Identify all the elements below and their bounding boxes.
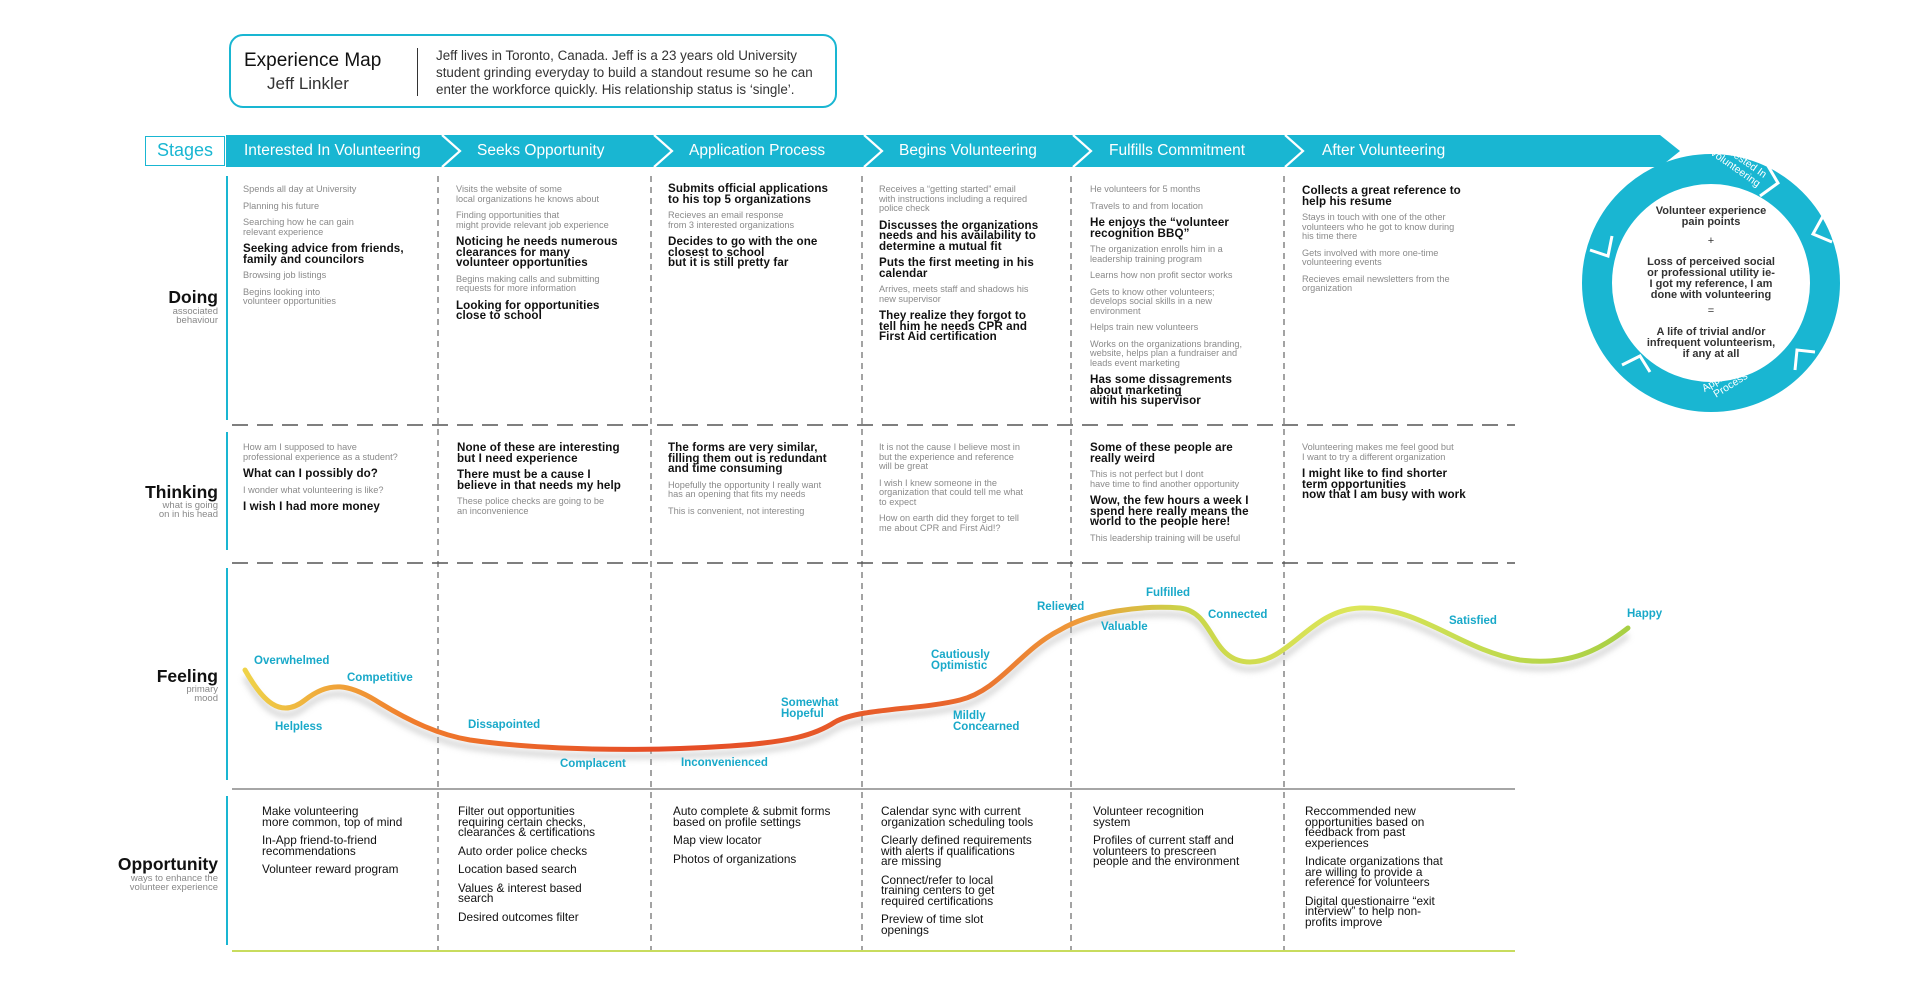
doing-item: Finding opportunities that might provide relevant job experience [456,210,609,230]
doing-item: Works on the organizations branding, website, helps plan a fundraiser and leads event marketing [1090,338,1243,368]
persona-description: Jeff lives in Toronto, Canada. Jeff is a 23 years old University student grinding everyday to build a standout resume so he can enter the workforce quickly. His relationship status is ‘single’. [436,48,813,97]
thinking-cell-2 [457,443,647,523]
opportunity-cell-3 [673,806,858,872]
doing-cell-6 [1302,186,1492,301]
row-doing-sub2: behaviour [176,315,218,326]
thinking-item: This leadership training will be useful [1090,532,1241,543]
doing-item: Planning his future [243,200,320,211]
doing-item: He volunteers for 5 months [1090,184,1201,194]
opportunity-item: Clearly defined requirements with alerts if qualifications are missing [881,833,1032,868]
thinking-item: This is convenient, not interesting [668,505,805,516]
row-thinking-sub1: what is going [162,500,218,511]
thinking-item: Volunteering makes me feel good but I want to try a different organization [1302,442,1454,462]
thinking-item: It is not the cause I believe most in but the experience and reference will be great [879,442,1020,471]
thinking-item: I wonder what volunteering is like? [243,484,384,495]
opportunity-item: Indicate organizations that are willing to provide a reference for volunteers [1305,854,1443,889]
emotion-label: Connected [1208,609,1268,621]
doing-item: Recieves email newsletters from the organization [1302,273,1450,293]
doing-item: He enjoys the “volunteer recognition BBQ” [1090,216,1229,240]
doing-item: Learns how non profit sector works [1090,270,1233,280]
doing-item: Has some dissagrements about marketing witih his supervisor [1090,373,1233,407]
row-feeling-title: Feeling [156,666,218,686]
doing-cell-4 [879,185,1069,349]
opportunity-item: Auto complete & submit forms based on profile settings [673,804,831,829]
emotion-label: Satisfied [1449,615,1497,627]
cycle-arc-application: Application Process [1699,357,1750,401]
thinking-item: I wish I had more money [243,500,380,513]
emotion-label: Fulfilled [1146,587,1191,599]
doing-item: Begins making calls and submitting requests for more information [456,273,600,293]
opportunity-cell-4 [881,806,1066,943]
thinking-item: The forms are very similar, filling them out is redundant and time consuming [668,441,827,475]
stage-after: After Volunteering [1322,142,1446,159]
cycle-arc-seeks: Seeks Opportunity [1774,246,1805,302]
doing-cell-2 [456,185,646,328]
emotion-label: Cautiously Optimistic [931,649,990,672]
cycle-arc-interested: Interested In Volunteering [1707,137,1769,190]
emotion-label: Dissapointed [468,719,541,731]
stage-application: Application Process [689,142,826,159]
emotion-label: Helpless [275,721,323,733]
doing-item: Puts the first meeting in his calendar [879,256,1034,280]
doing-cell-3 [668,184,858,275]
doing-item: Decides to go with the one closest to school but it is still pretty far [668,235,818,269]
row-thinking-title: Thinking [145,482,218,502]
cycle-plus: + [1707,235,1715,247]
row-opportunity-sub1: ways to enhance the [130,873,218,884]
doing-item: Visits the website of some local organizations he knows about [456,184,600,204]
row-thinking-sub2: on in his head [158,509,218,520]
doing-item: Gets involved with more one-time volunteering events [1302,247,1439,267]
emotion-label: Somewhat Hopeful [781,697,839,720]
doing-item: Begins looking into volunteer opportunities [243,286,336,306]
opportunity-item: Volunteer reward program [262,862,399,876]
emotion-label: Valuable [1101,621,1148,633]
doing-item: Stays in touch with one of the other volunteers who he got to know during his time there [1302,212,1455,241]
thinking-item: None of these are interesting but I need experience [457,441,620,465]
doing-item: Gets to know other volunteers; develops social skills in a new environment [1090,286,1215,316]
doing-item: Receives a “getting started” email with instructions including a required police check [879,184,1028,213]
opportunity-item: Desired outcomes filter [458,909,579,924]
stage-seeks: Seeks Opportunity [477,142,605,159]
doing-cell-5 [1090,185,1280,413]
emotion-label: Relieved [1037,601,1085,613]
doing-item: Travels to and from location [1090,200,1204,211]
opportunity-item: Connect/refer to local training centers to get required certifications [881,872,995,908]
thinking-item: How am I supposed to have professional experience as a student? [243,442,398,462]
thinking-item: Wow, the few hours a week I spend here really means the world to the people here! [1090,494,1249,528]
emotion-label: Overwhelmed [254,655,330,667]
thinking-item: I wish I knew someone in the organization that could tell me what to expect [879,477,1024,507]
row-opportunity-title: Opportunity [117,854,218,874]
opportunity-item: Values & interest based search [458,880,582,905]
doing-item: Noticing he needs numerous clearances for many volunteer opportunities [456,235,618,269]
thinking-item: This is not perfect but I dont have time to find another opportunity [1090,469,1240,489]
doing-item: The organization enrolls him in a leadership training program [1090,244,1223,264]
cycle-loss-utility: Loss of perceived social or professional utility ie- I got my reference, I am done with volunteering [1647,256,1775,301]
map-title: Experience Map [244,50,382,71]
emotion-label: Inconvenienced [681,757,768,769]
thinking-item: What can I possibly do? [243,467,378,480]
cycle-equals: = [1707,305,1715,317]
thinking-item: Hopefully the opportunity I really want has an opening that fits my needs [668,479,822,499]
thinking-item: There must be a cause I believe in that needs my help [457,468,621,492]
opportunity-cell-2 [458,806,648,930]
cycle-arc-fulfills: Fulfills Commitment [1528,251,1559,313]
opportunity-item: Digital questionairre “exit interview” to help non- profits improve [1305,893,1435,929]
doing-item: Discusses the organizations needs and his availability to determine a mutual fit [879,218,1039,253]
stage-interested: Interested In Volunteering [244,142,421,159]
opportunity-item: Preview of time slot openings [881,912,984,937]
opportunity-cell-1 [262,806,437,883]
doing-item: Helps train new volunteers [1090,322,1199,332]
doing-item: Searching how he can gain relevant experience [243,217,354,237]
opportunity-item: Location based search [458,862,577,876]
doing-item: Recieves an email response from 3 interested organizations [668,210,795,230]
opportunity-item: Volunteer recognition system [1093,804,1204,829]
thinking-item: Some of these people are really weird [1090,441,1233,465]
emotion-label: Happy [1627,608,1663,620]
emotion-label: Complacent [560,758,626,770]
doing-item: Spends all day at University [243,184,357,194]
thinking-item: How on earth did they forget to tell me about CPR and First Aid!? [879,513,1019,533]
doing-item: They realize they forgot to tell him he needs CPR and First Aid certification [879,309,1028,343]
thinking-item: These police checks are going to be an inconvenience [457,496,605,516]
cycle-result: A life of trivial and/or infrequent volunteerism, if any at all [1646,326,1776,360]
thinking-cell-1 [243,443,433,519]
opportunity-item: Reccommended new opportunities based on feedback from past experiences [1305,804,1425,850]
doing-item: Arrives, meets staff and shadows his new supervisor [879,284,1029,304]
persona-name: Jeff Linkler [267,74,349,93]
thinking-item: I might like to find shorter term opportunities now that I am busy with work [1302,467,1466,501]
row-opportunity-sub2: volunteer experience [129,882,218,893]
stages-label: Stages [156,140,214,160]
doing-item: Browsing job listings [243,270,327,280]
stage-begins: Begins Volunteering [899,142,1037,159]
doing-item: Collects a great reference to help his resume [1302,184,1461,208]
opportunity-item: In-App friend-to-friend recommendations [262,833,377,858]
opportunity-item: Make volunteering more common, top of mind [262,804,403,829]
doing-item: Submits official applications to his top 5 organizations [668,182,829,206]
doing-item: Seeking advice from friends, family and councilors [243,242,404,266]
opportunity-item: Filter out opportunities requiring certain checks, clearances & certifications [458,804,596,839]
opportunity-item: Map view locator [673,833,762,847]
row-feeling-sub2: mood [194,693,218,704]
opportunity-item: Calendar sync with current organization scheduling tools [881,804,1034,829]
thinking-cell-5 [1090,443,1280,550]
doing-cell-1 [243,185,433,314]
opportunity-item: Auto order police checks [458,843,588,858]
row-doing-title: Doing [168,287,218,307]
thinking-cell-3 [668,443,858,523]
opportunity-cell-6 [1305,806,1490,935]
stage-fulfills: Fulfills Commitment [1109,142,1246,159]
opportunity-item: Photos of organizations [673,851,797,866]
opportunity-cell-5 [1093,806,1278,875]
thinking-cell-6 [1302,443,1492,507]
cycle-arc-begins: Begins Volunteering [1569,370,1626,414]
emotion-label: Mildly Concearned [953,710,1020,733]
opportunity-item: Profiles of current staff and volunteers to prescreen people and the environment [1093,833,1240,868]
row-feeling-sub1: primary [186,684,218,695]
row-doing-sub1: associated [172,306,218,317]
doing-item: Looking for opportunities close to school [456,298,600,322]
emotion-label: Competitive [347,672,413,684]
thinking-cell-4 [879,443,1069,540]
cycle-pain-points: Volunteer experience pain points [1655,205,1767,228]
